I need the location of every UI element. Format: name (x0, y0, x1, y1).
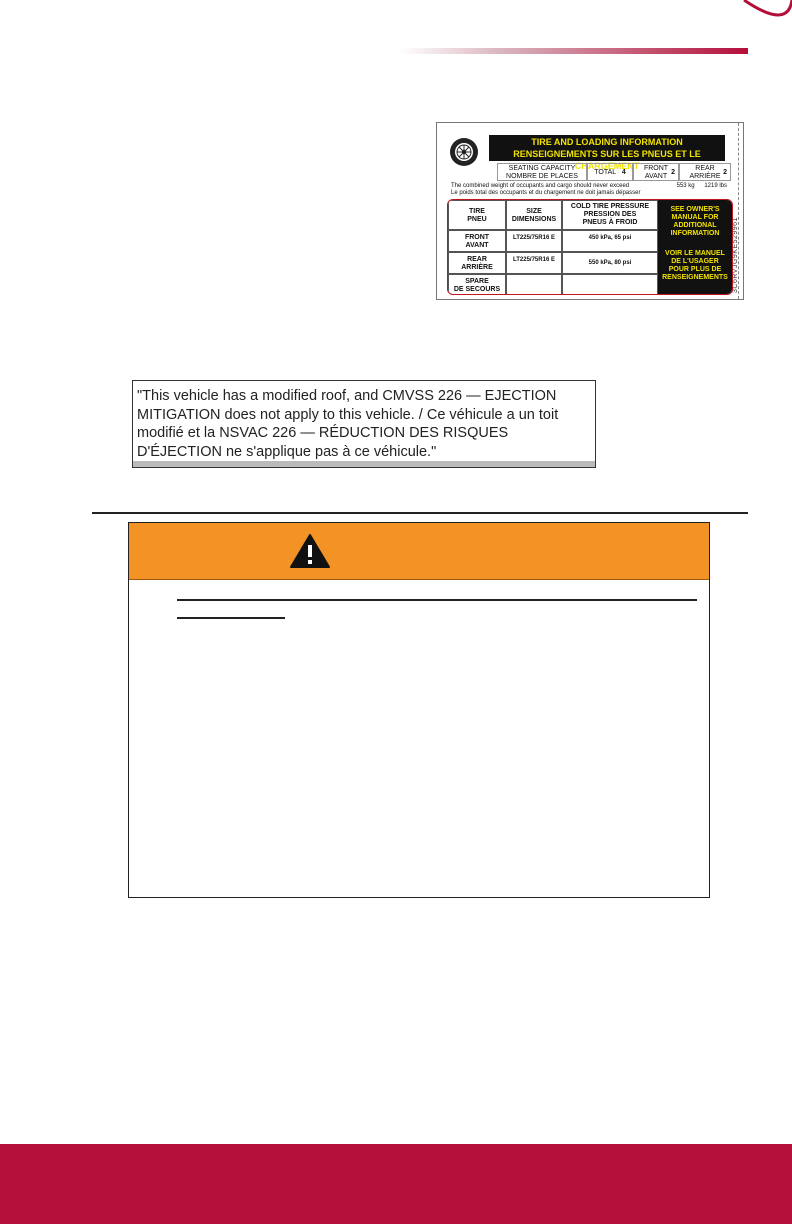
warning-header (129, 523, 709, 580)
row-rear-en: REAR (467, 256, 487, 263)
row-rear-pressure: 550 kPa, 80 psi (562, 252, 658, 274)
row-front-fr: AVANT (465, 242, 489, 249)
owner-note-line-3: ADDITIONAL (673, 222, 717, 229)
modified-roof-notice (132, 380, 596, 468)
total-box (587, 163, 633, 181)
front-capacity-box (633, 163, 679, 181)
warning-box (128, 522, 710, 898)
footer-bar (0, 1144, 792, 1224)
header-tire (448, 200, 506, 230)
row-front-pressure: 450 kPa, 65 psi (562, 230, 658, 252)
label-title-fr: RENSEIGNEMENTS SUR LES PNEUS ET LE CHARGEMENT (513, 149, 701, 171)
combined-weight-lbs: 1219 lbs (704, 183, 727, 189)
owner-note-line-4: INFORMATION (670, 230, 720, 237)
seating-capacity-row (497, 161, 731, 183)
warning-redacted-line-2 (177, 617, 285, 619)
header-tire-fr: PNEU (467, 216, 487, 223)
seating-capacity-fr: NOMBRE DE PLACES (506, 173, 578, 180)
owner-manual-note (658, 200, 732, 294)
front-capacity-value: 2 (671, 169, 675, 176)
combined-weight-kg: 553 kg (676, 183, 695, 189)
voir-note-line-1: VOIR LE MANUEL (665, 250, 725, 257)
header-size (506, 200, 562, 230)
front-capacity-fr: AVANT (644, 173, 668, 180)
label-vertical-code: 3C6RVJG9KE529961 (732, 217, 739, 293)
roof-notice-shadow (133, 461, 595, 467)
row-front-size: LT225/75R16 E (506, 230, 562, 252)
roof-notice-line-4: D'ÉJECTION ne s'applique pas à ce véhicule." (137, 443, 437, 460)
rear-capacity-fr: ARRIÈRE (689, 173, 721, 180)
header-corner-curve (0, 0, 792, 40)
owner-note-line-1: SEE OWNER'S (670, 206, 720, 213)
warning-triangle-icon (289, 533, 331, 569)
row-spare-fr: DE SECOURS (453, 286, 501, 293)
combined-weight-values (677, 183, 727, 190)
tire-icon (449, 137, 479, 167)
combined-weight-text (451, 183, 731, 199)
owner-note-line-2: MANUAL FOR (671, 214, 719, 221)
seating-capacity-en: SEATING CAPACITY (508, 165, 576, 172)
row-rear-fr: ARRIÈRE (461, 264, 493, 271)
row-spare-en: SPARE (465, 278, 489, 285)
header-size-en: SIZE (526, 208, 542, 215)
voir-note-line-2: DE L'USAGER (671, 258, 719, 265)
total-label: TOTAL (594, 169, 616, 176)
roof-notice-line-1: "This vehicle has a modified roof, and CMVSS 226 — EJECTION (137, 388, 557, 404)
roof-notice-line-2: MITIGATION does not apply to this vehicle. / Ce véhicule a un toit (137, 406, 559, 423)
seating-capacity-box (497, 163, 587, 181)
tire-pressure-table (447, 199, 733, 295)
row-rear-label (448, 252, 506, 274)
label-title-en: TIRE AND LOADING INFORMATION (531, 137, 683, 147)
row-rear-size: LT225/75R16 E (506, 252, 562, 274)
row-spare-size (506, 274, 562, 295)
warning-redacted-line-1 (177, 599, 697, 601)
header-tire-en: TIRE (469, 208, 485, 215)
header-pressure-fr1: PRESSION DES (583, 211, 637, 218)
combined-weight-en: The combined weight of occupants and cargo should never exceed (451, 183, 630, 189)
voir-note-line-4: RENSEIGNEMENTS (662, 274, 728, 281)
row-front-en: FRONT (464, 234, 490, 241)
header-size-fr: DIMENSIONS (511, 216, 557, 223)
total-value: 4 (621, 169, 626, 176)
header-pressure-en: COLD TIRE PRESSURE (570, 203, 650, 210)
header-pressure (562, 200, 658, 230)
tire-loading-label (436, 122, 744, 300)
tire-pressure-grid (448, 200, 658, 295)
rear-capacity-value: 2 (723, 169, 727, 176)
voir-note-line-3: POUR PLUS DE (668, 266, 722, 273)
rear-capacity-en: REAR (695, 165, 715, 172)
combined-weight-fr: Le poids total des occupants et du chargement ne doit jamais dépasser (451, 190, 641, 196)
row-spare-pressure (562, 274, 658, 295)
rear-capacity-box (679, 163, 731, 181)
header-rule (400, 48, 748, 54)
section-divider (92, 512, 748, 514)
row-spare-label (448, 274, 506, 295)
roof-notice-line-3: modifié et la NSVAC 226 — RÉDUCTION DES RISQUES (137, 425, 509, 441)
row-front-label (448, 230, 506, 252)
header-pressure-fr2: PNEUS À FROID (582, 219, 638, 226)
front-capacity-en: FRONT (643, 165, 669, 172)
